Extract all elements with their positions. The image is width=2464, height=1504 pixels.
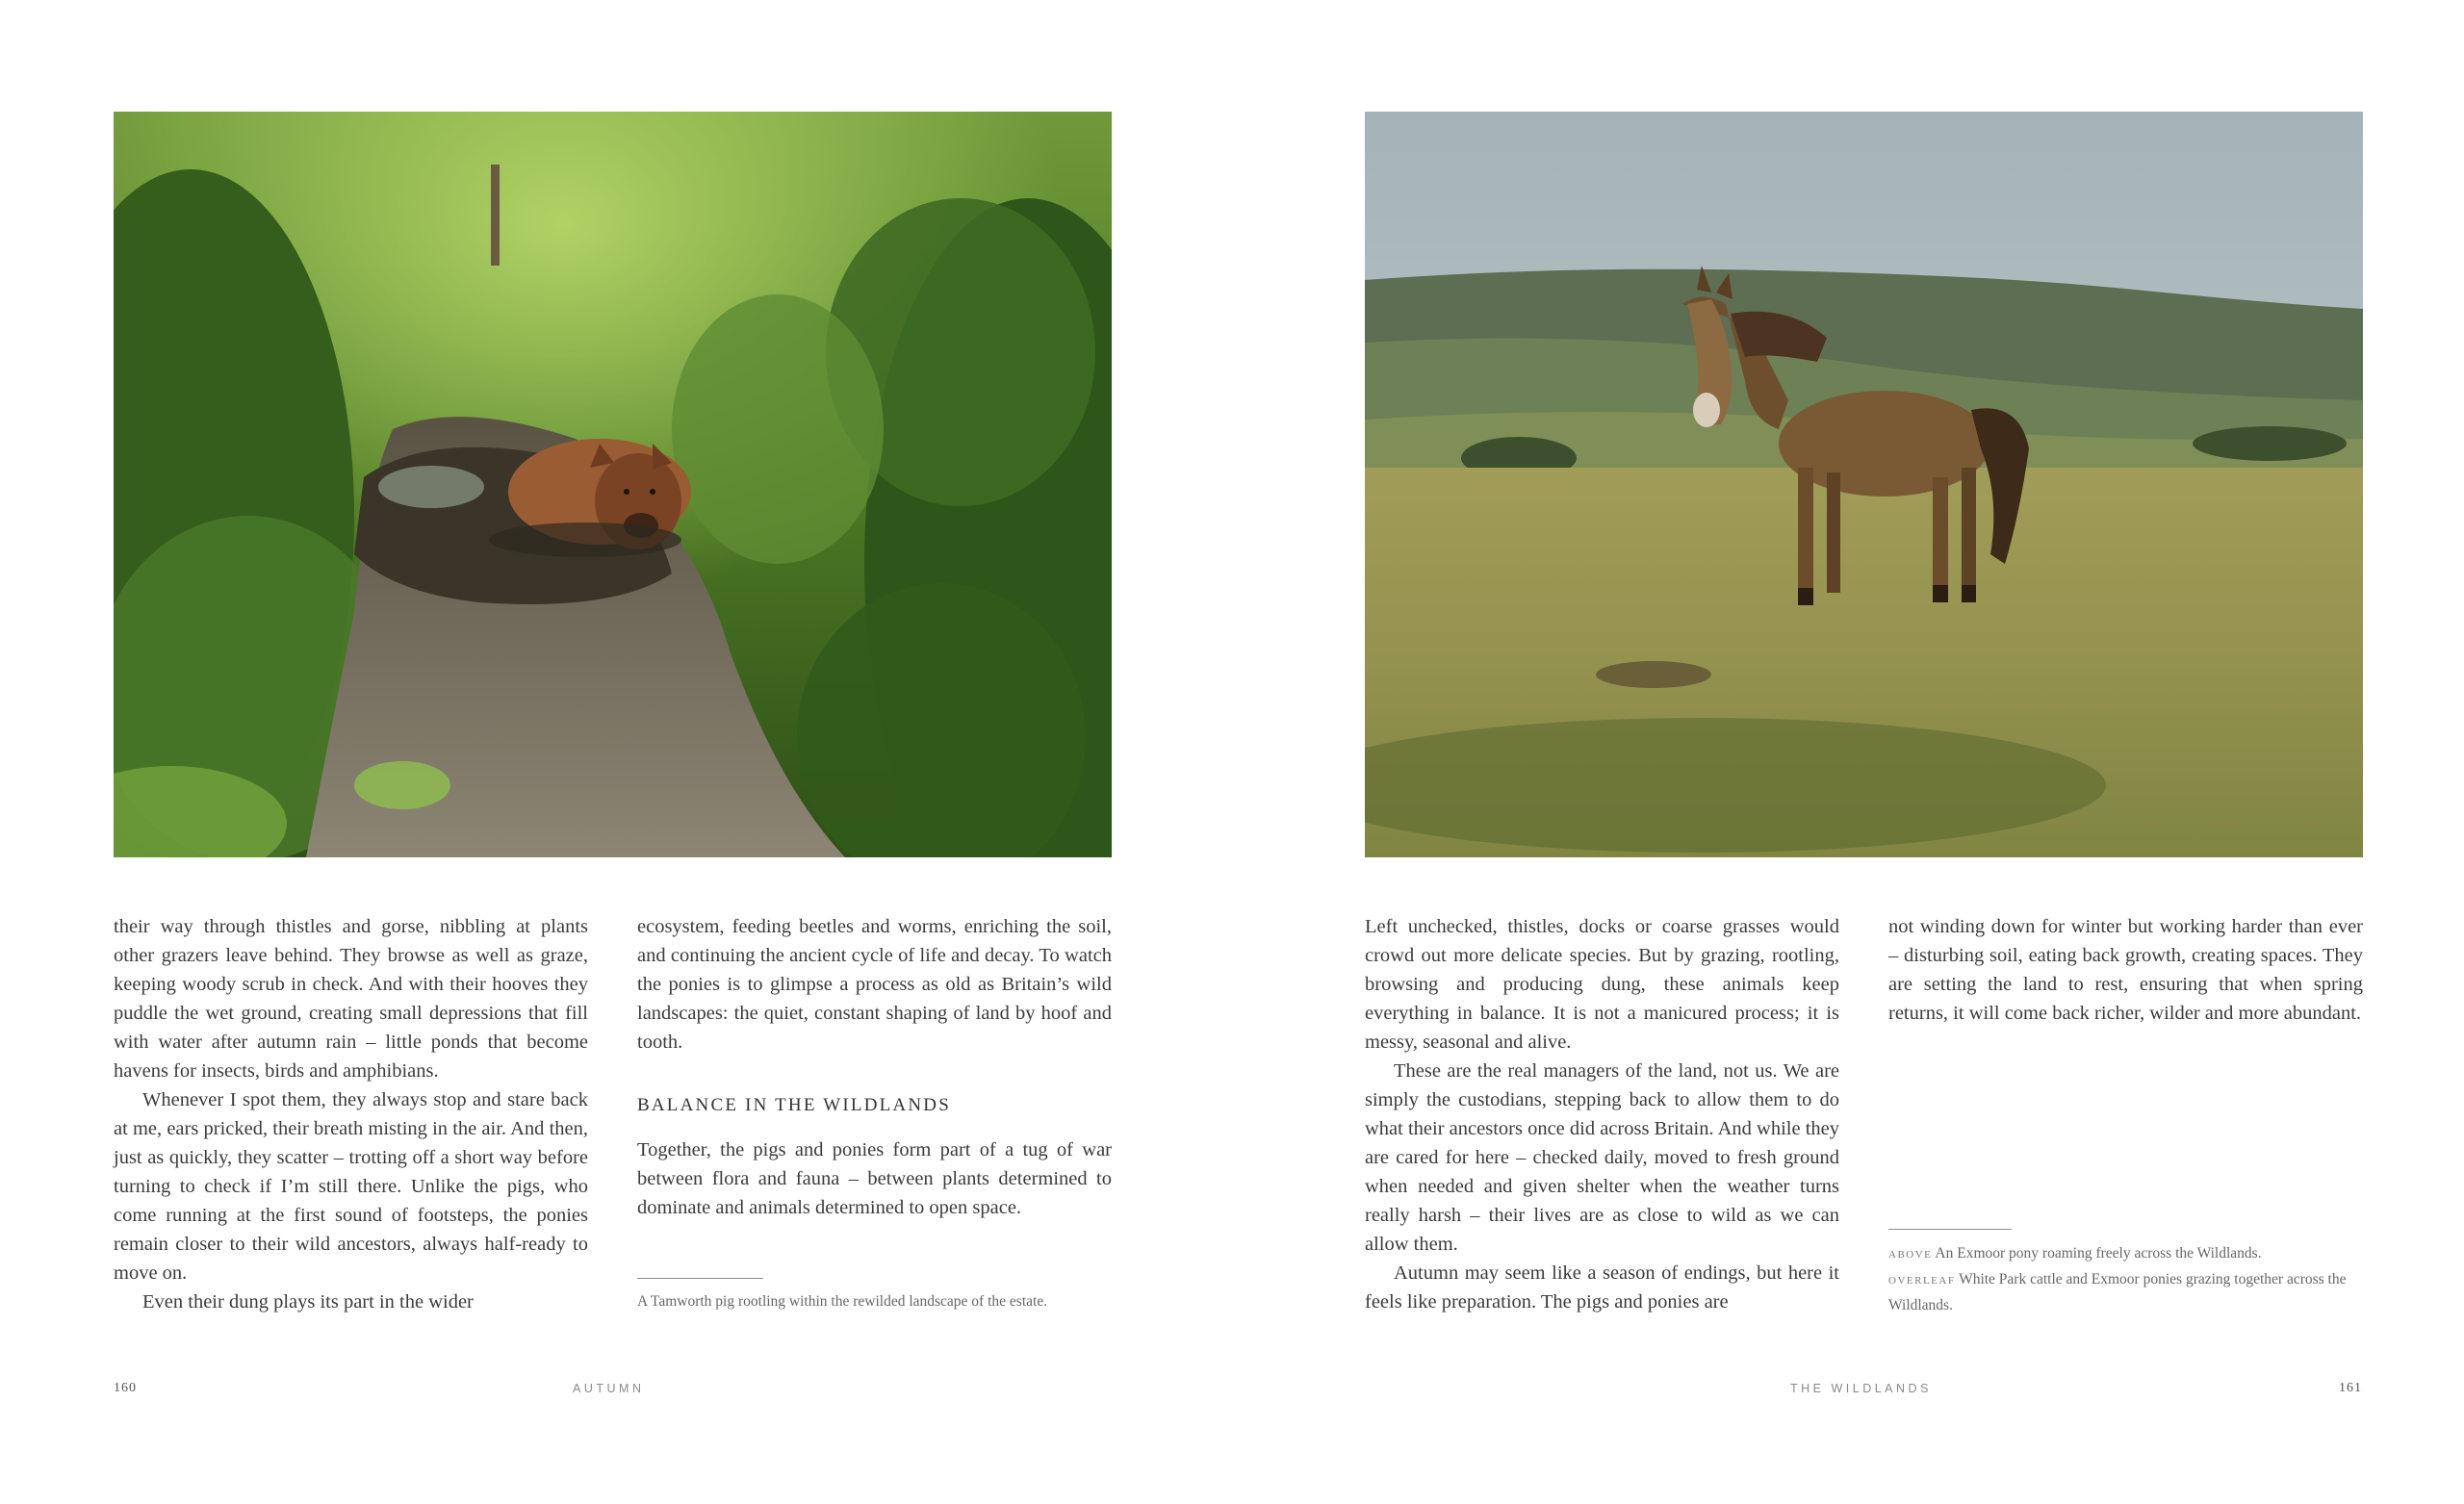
caption-label-above: ABOVE [1888,1249,1933,1261]
section-heading: BALANCE IN THE WILDLANDS [637,1095,951,1115]
paragraph: Together, the pigs and ponies form part of a tug of war between flora and fauna – between plants determined to dominate and animals determined to open space. [637,1139,1112,1218]
running-head-right: THE WILDLANDS [1790,1382,1932,1395]
right-page-column-1 [1365,912,1839,1316]
paragraph: ecosystem, feeding beetles and worms, enriching the soil, and continuing the ancient cycle of life and decay. To watch the ponies is to glimpse a process as old as Britain’s wild landscapes: the quiet, constant shaping of land by hoof and tooth. [637,916,1112,1053]
paragraph: Autumn may seem like a season of endings, but here it feels like preparation. The pigs and ponies are [1365,1262,1839,1313]
left-page-column-1 [114,912,588,1316]
caption-rule [1888,1229,2012,1230]
page-number-left: 160 [114,1381,137,1395]
caption-rule [637,1278,763,1279]
pony-photo-caption [1888,1241,2363,1317]
left-page-column-2 [637,912,1112,1222]
paragraph: Left unchecked, thistles, docks or coarse grasses would crowd out more delicate species. But by grazing, rootling, browsing and producing dung, these animals keep everything in balance. It is not a manicured process; it is messy, seasonal and alive. [1365,916,1839,1053]
right-page-column-2 [1888,912,2363,1028]
paragraph: Even their dung plays its part in the wider [142,1291,474,1313]
paragraph: their way through thistles and gorse, nibbling at plants other grazers leave behind. They browse as well as graze, keeping woody scrub in check. And with their hooves they puddle the wet ground, creating small depressions that fill with water after autumn rain – little ponds that become havens for insects, birds and amphibians. [114,916,588,1082]
paragraph: These are the real managers of the land, not us. We are simply the custodians, stepping back to allow them to do what their ancestors once did across Britain. And while they are cared for here – checked daily, moved to fresh ground when needed and given shelter when the weather turns really harsh – their lives are as close to wild as we can allow them. [1365,1060,1840,1255]
pig-photo-caption: A Tamworth pig rootling within the rewilded landscape of the estate. [637,1293,1048,1310]
running-head-left: AUTUMN [573,1382,645,1395]
paragraph: Whenever I spot them, they always stop and stare back at me, ears pricked, their breath misting in the air. And then, just as quickly, they scatter – trotting off a short way before turning to check if I’m still there. Unlike the pigs, who come running at the first sound of footsteps, the ponies remain closer to their wild ancestors, always half-ready to move on. [114,1089,588,1284]
caption-text-overleaf: White Park cattle and Exmoor ponies grazing together across the Wildlands. [1888,1271,2347,1313]
page-number-right: 161 [2339,1381,2362,1395]
pony-photo [1365,112,2363,857]
paragraph: not winding down for winter but working harder than ever – disturbing soil, eating back growth, creating spaces. They are setting the land to rest, ensuring that when spring returns, it will come back richer, wilder and more abundant. [1888,916,2363,1024]
pig-photo [114,112,1112,857]
caption-text-above: An Exmoor pony roaming freely across the Wildlands. [1935,1245,2262,1262]
caption-label-overleaf: OVERLEAF [1888,1275,1956,1287]
